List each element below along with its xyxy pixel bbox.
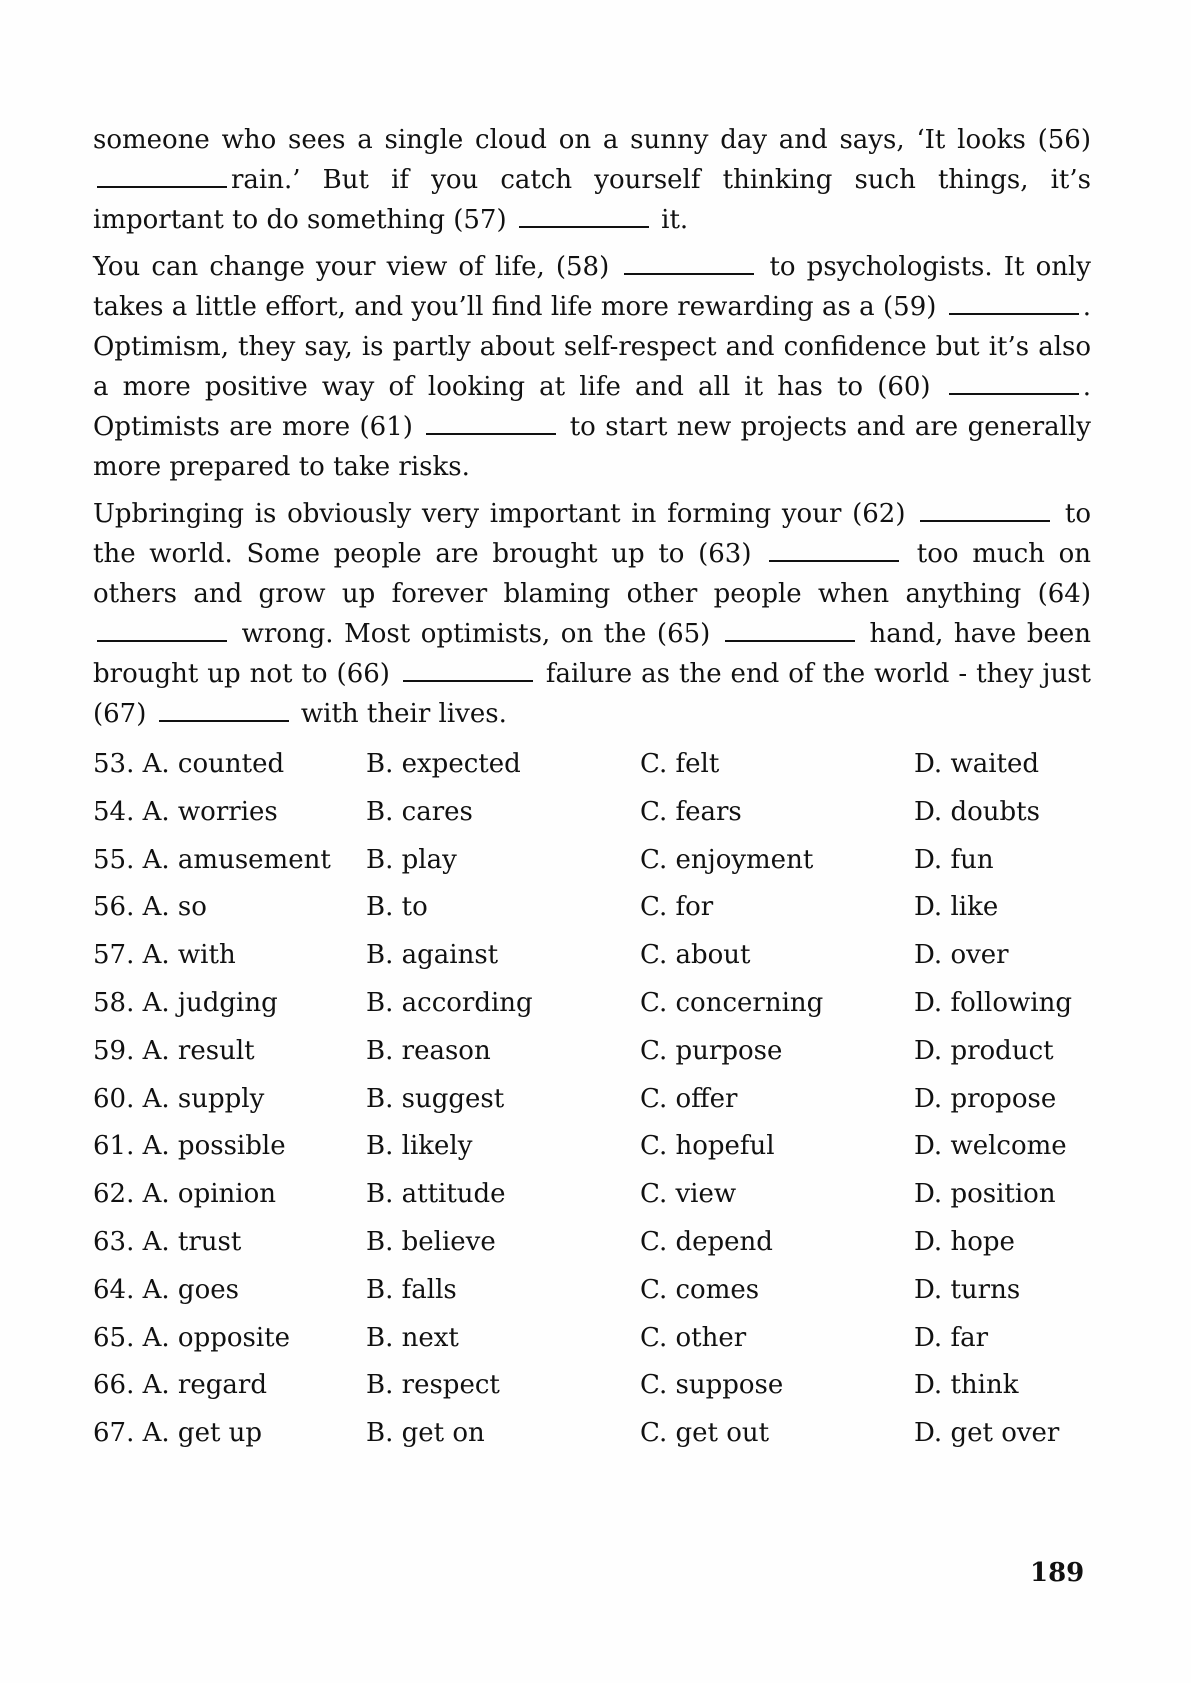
option-text: B. attitude bbox=[366, 1179, 506, 1210]
option-d bbox=[914, 1410, 1091, 1458]
option-text: C. purpose bbox=[640, 1035, 783, 1066]
option-c bbox=[640, 1219, 914, 1267]
page-number: 189 bbox=[1030, 1558, 1085, 1588]
option-a bbox=[93, 1362, 366, 1410]
option-text: D. waited bbox=[914, 749, 1039, 779]
option-text: C. for bbox=[640, 892, 714, 923]
option-text: A. supply bbox=[142, 1083, 265, 1114]
option-text: A. judging bbox=[142, 987, 278, 1018]
option-text: D. product bbox=[914, 1035, 1054, 1066]
question-options-row bbox=[93, 837, 1091, 885]
option-text: C. offer bbox=[640, 1083, 738, 1114]
option-text: B. falls bbox=[366, 1274, 457, 1305]
option-d bbox=[914, 1267, 1091, 1315]
page-content bbox=[93, 120, 1091, 1458]
option-c bbox=[640, 1410, 914, 1458]
question-number: 62. bbox=[93, 1179, 135, 1210]
option-text: A. regard bbox=[142, 1370, 267, 1401]
option-text: D. welcome bbox=[914, 1131, 1067, 1162]
option-text: D. propose bbox=[914, 1083, 1057, 1114]
option-text: A. possible bbox=[142, 1131, 286, 1162]
option-d bbox=[914, 932, 1091, 980]
option-b bbox=[366, 1076, 640, 1124]
question-options-row bbox=[93, 1410, 1091, 1458]
option-b bbox=[366, 1315, 640, 1363]
answer-blank bbox=[949, 369, 1079, 395]
option-b bbox=[366, 837, 640, 885]
option-text: D. following bbox=[914, 987, 1072, 1018]
option-c bbox=[640, 741, 914, 789]
option-d bbox=[914, 884, 1091, 932]
option-c bbox=[640, 932, 914, 980]
option-c bbox=[640, 789, 914, 837]
question-options-row bbox=[93, 1171, 1091, 1219]
option-text: A. opinion bbox=[142, 1179, 277, 1210]
question-number: 65. bbox=[93, 1322, 135, 1353]
option-a bbox=[93, 1123, 366, 1171]
option-text: A. amusement bbox=[142, 844, 331, 875]
passage-text: . Optimism, they say, is partly about self-respect and confidence but it’s also a more positive way of looking at life and all it has to (60) bbox=[93, 292, 1091, 402]
option-text: B. expected bbox=[366, 749, 521, 779]
answer-blank bbox=[403, 656, 533, 682]
option-c bbox=[640, 1267, 914, 1315]
question-options-row bbox=[93, 741, 1091, 789]
option-b bbox=[366, 980, 640, 1028]
option-b bbox=[366, 1171, 640, 1219]
passage-text: it. bbox=[652, 205, 689, 235]
option-text: A. get up bbox=[142, 1418, 263, 1449]
option-text: A. trust bbox=[142, 1226, 242, 1257]
question-options-row bbox=[93, 789, 1091, 837]
option-d bbox=[914, 1219, 1091, 1267]
passage-text: to the world. Some people are brought up to (63) bbox=[93, 499, 1091, 569]
question-options-row bbox=[93, 1219, 1091, 1267]
option-c bbox=[640, 1315, 914, 1363]
option-text: C. about bbox=[640, 940, 751, 971]
option-a bbox=[93, 1171, 366, 1219]
option-text: A. worries bbox=[142, 796, 278, 827]
answer-options bbox=[93, 741, 1091, 1458]
option-text: A. opposite bbox=[142, 1322, 291, 1353]
question-number: 63. bbox=[93, 1226, 135, 1257]
option-text: B. cares bbox=[366, 796, 473, 827]
answer-blank bbox=[159, 696, 289, 722]
passage-text: with their lives. bbox=[292, 699, 507, 729]
option-c bbox=[640, 1028, 914, 1076]
question-number: 64. bbox=[93, 1274, 135, 1305]
option-a bbox=[93, 1410, 366, 1458]
option-d bbox=[914, 1028, 1091, 1076]
option-text: C. fears bbox=[640, 796, 742, 827]
passage-text: hand, have been brought up not to (66) bbox=[93, 619, 1091, 689]
option-a bbox=[93, 1219, 366, 1267]
option-text: D. position bbox=[914, 1179, 1056, 1210]
option-text: A. result bbox=[142, 1035, 255, 1066]
option-d bbox=[914, 1076, 1091, 1124]
option-text: C. depend bbox=[640, 1226, 773, 1257]
answer-blank bbox=[769, 536, 899, 562]
option-d bbox=[914, 1315, 1091, 1363]
option-text: D. think bbox=[914, 1370, 1019, 1401]
option-text: C. concerning bbox=[640, 987, 824, 1018]
answer-blank bbox=[519, 202, 649, 228]
option-text: D. over bbox=[914, 940, 1009, 971]
option-text: D. fun bbox=[914, 844, 994, 875]
passage-text: failure as the end of the world - they just (67) bbox=[93, 659, 1091, 729]
question-number: 67. bbox=[93, 1418, 135, 1449]
question-options-row bbox=[93, 1123, 1091, 1171]
option-text: C. other bbox=[640, 1322, 747, 1353]
question-number: 55. bbox=[93, 844, 135, 875]
question-options-row bbox=[93, 1267, 1091, 1315]
option-text: D. doubts bbox=[914, 796, 1040, 827]
option-a bbox=[93, 1076, 366, 1124]
option-text: B. believe bbox=[366, 1226, 496, 1257]
option-text: B. to bbox=[366, 892, 428, 923]
passage-text: You can change your view of life, (58) bbox=[93, 252, 621, 282]
passage-text: too much on others and grow up forever blaming other people when anything (64) bbox=[93, 539, 1091, 609]
option-a bbox=[93, 884, 366, 932]
question-number: 61. bbox=[93, 1131, 135, 1162]
option-a bbox=[93, 1028, 366, 1076]
option-a bbox=[93, 932, 366, 980]
passage-text: Upbringing is obviously very important in forming your (62) bbox=[93, 499, 917, 529]
question-number: 60. bbox=[93, 1083, 135, 1114]
answer-blank bbox=[97, 616, 227, 642]
option-text: C. hopeful bbox=[640, 1131, 775, 1162]
option-c bbox=[640, 1362, 914, 1410]
question-options-row bbox=[93, 980, 1091, 1028]
answer-blank bbox=[97, 162, 227, 188]
option-b bbox=[366, 1267, 640, 1315]
option-a bbox=[93, 837, 366, 885]
question-options-row bbox=[93, 1028, 1091, 1076]
question-options-row bbox=[93, 1362, 1091, 1410]
answer-blank bbox=[920, 496, 1050, 522]
option-text: B. play bbox=[366, 844, 457, 875]
cloze-passage bbox=[93, 120, 1091, 734]
option-text: B. against bbox=[366, 940, 499, 971]
option-text: C. suppose bbox=[640, 1370, 784, 1401]
option-b bbox=[366, 1219, 640, 1267]
passage-paragraph bbox=[93, 120, 1091, 240]
question-options-row bbox=[93, 1076, 1091, 1124]
option-a bbox=[93, 1267, 366, 1315]
option-b bbox=[366, 1123, 640, 1171]
option-text: A. counted bbox=[142, 749, 285, 779]
option-c bbox=[640, 1076, 914, 1124]
question-options-row bbox=[93, 884, 1091, 932]
question-options-row bbox=[93, 1315, 1091, 1363]
option-text: B. according bbox=[366, 987, 533, 1018]
question-number: 57. bbox=[93, 940, 135, 971]
option-text: C. felt bbox=[640, 749, 720, 779]
option-text: B. suggest bbox=[366, 1083, 505, 1114]
option-d bbox=[914, 789, 1091, 837]
question-number: 53. bbox=[93, 749, 135, 779]
question-number: 58. bbox=[93, 987, 135, 1018]
option-text: A. with bbox=[142, 940, 236, 971]
option-a bbox=[93, 741, 366, 789]
answer-blank bbox=[624, 249, 754, 275]
option-b bbox=[366, 789, 640, 837]
option-text: D. get over bbox=[914, 1418, 1060, 1449]
option-text: B. reason bbox=[366, 1035, 491, 1066]
option-text: B. respect bbox=[366, 1370, 500, 1401]
option-text: B. next bbox=[366, 1322, 459, 1353]
option-c bbox=[640, 1171, 914, 1219]
passage-text: rain.’ But if you catch yourself thinking such things, it’s important to do something (57) bbox=[93, 165, 1091, 235]
question-number: 56. bbox=[93, 892, 135, 923]
option-text: C. enjoyment bbox=[640, 844, 814, 875]
option-b bbox=[366, 741, 640, 789]
question-number: 59. bbox=[93, 1035, 135, 1066]
passage-paragraph bbox=[93, 247, 1091, 487]
option-text: B. likely bbox=[366, 1131, 473, 1162]
option-text: D. like bbox=[914, 892, 999, 923]
option-b bbox=[366, 884, 640, 932]
answer-blank bbox=[725, 616, 855, 642]
passage-text: . Optimists are more (61) bbox=[93, 372, 1091, 442]
answer-blank bbox=[426, 409, 556, 435]
option-b bbox=[366, 1028, 640, 1076]
option-c bbox=[640, 1123, 914, 1171]
option-d bbox=[914, 1171, 1091, 1219]
option-b bbox=[366, 1410, 640, 1458]
option-d bbox=[914, 1123, 1091, 1171]
option-d bbox=[914, 837, 1091, 885]
option-text: D. far bbox=[914, 1322, 989, 1353]
option-text: C. get out bbox=[640, 1418, 770, 1449]
question-number: 66. bbox=[93, 1370, 135, 1401]
option-text: D. turns bbox=[914, 1274, 1021, 1305]
option-a bbox=[93, 980, 366, 1028]
option-text: D. hope bbox=[914, 1226, 1015, 1257]
option-text: A. goes bbox=[142, 1274, 239, 1305]
question-options-row bbox=[93, 932, 1091, 980]
option-c bbox=[640, 837, 914, 885]
option-text: C. view bbox=[640, 1179, 737, 1210]
option-text: C. comes bbox=[640, 1274, 760, 1305]
option-c bbox=[640, 884, 914, 932]
option-a bbox=[93, 1315, 366, 1363]
option-text: B. get on bbox=[366, 1418, 485, 1449]
answer-blank bbox=[949, 289, 1079, 315]
passage-paragraph bbox=[93, 494, 1091, 734]
passage-text: to psychologists. It only takes a little effort, and you’ll find life more rewarding as a (59) bbox=[93, 252, 1091, 322]
passage-text: to start new projects and are generally more prepared to take risks. bbox=[93, 412, 1091, 482]
passage-text: wrong. Most optimists, on the (65) bbox=[231, 619, 721, 649]
option-text: A. so bbox=[142, 892, 207, 923]
option-a bbox=[93, 789, 366, 837]
option-d bbox=[914, 741, 1091, 789]
option-d bbox=[914, 1362, 1091, 1410]
option-b bbox=[366, 932, 640, 980]
passage-text: someone who sees a single cloud on a sunny day and says, ‘It looks (56) bbox=[93, 125, 1091, 155]
option-d bbox=[914, 980, 1091, 1028]
question-number: 54. bbox=[93, 796, 135, 827]
option-c bbox=[640, 980, 914, 1028]
option-b bbox=[366, 1362, 640, 1410]
